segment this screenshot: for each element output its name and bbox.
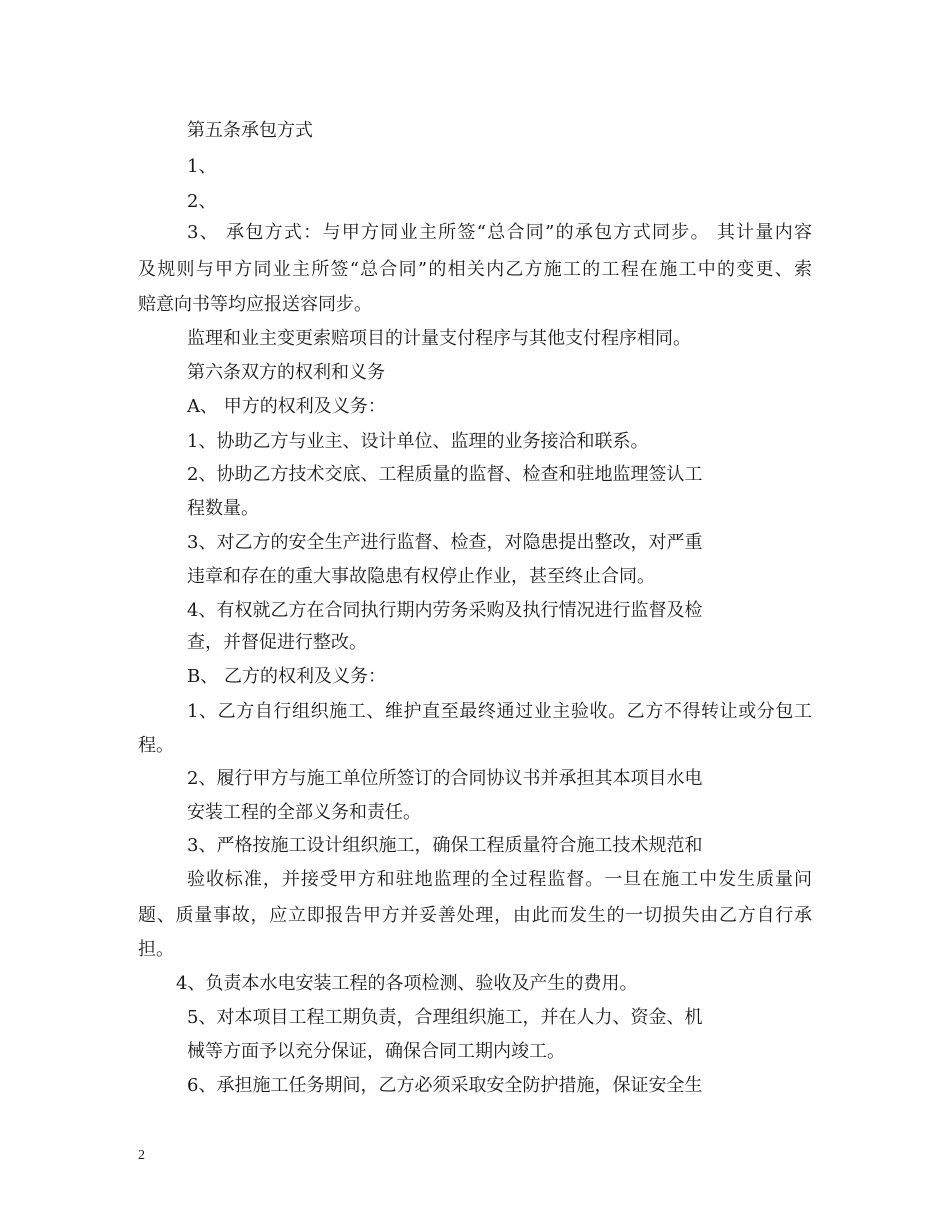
- page-number: 2: [138, 1148, 145, 1163]
- text-line: 3、对乙方的安全生产进行监督、检查，对隐患提出整改，对严重: [187, 532, 703, 553]
- text-line: 违章和存在的重大事故隐患有权停止作业，甚至终止合同。: [187, 566, 655, 587]
- text-line: 题、质量事故，应立即报告甲方并妥善处理，由此而发生的一切损失由乙方自行承: [138, 905, 812, 926]
- text-line: 查，并督促进行整改。: [187, 632, 367, 653]
- text-line: 2、协助乙方技术交底、工程质量的监督、检查和驻地监理签认工: [187, 464, 703, 485]
- text-line: 第六条双方的权利和义务: [187, 362, 385, 383]
- text-line: 验收标准，并接受甲方和驻地监理的全过程监督。一旦在施工中发生质量问: [187, 869, 812, 890]
- text-line: 担。: [138, 939, 174, 960]
- text-line: 械等方面予以充分保证，确保合同工期内竣工。: [187, 1041, 565, 1062]
- text-line: 2、: [187, 191, 217, 212]
- text-line: 赔意向书等均应报送容同步。: [138, 294, 372, 315]
- text-line: 安装工程的全部义务和责任。: [187, 802, 421, 823]
- text-line: A、 甲方的权利及义务：: [187, 396, 386, 417]
- text-line: 2、履行甲方与施工单位所签订的合同协议书并承担其本项目水电: [187, 768, 703, 789]
- text-line: 1、乙方自行组织施工、维护直至最终通过业主验收。乙方不得转让或分包工: [187, 701, 812, 722]
- text-line: 监理和业主变更索赔项目的计量支付程序与其他支付程序相同。: [187, 328, 691, 349]
- text-line: 1、协助乙方与业主、设计单位、监理的业务接洽和联系。: [187, 431, 649, 452]
- text-line: 1、: [187, 156, 217, 177]
- text-line: 5、对本项目工程工期负责，合理组织施工，并在人力、资金、机: [187, 1007, 703, 1028]
- text-line: 程数量。: [187, 498, 259, 519]
- text-line: 3、严格按施工设计组织施工，确保工程质量符合施工技术规范和: [187, 835, 703, 856]
- text-line: 4、负责本水电安装工程的各项检测、验收及产生的费用。: [176, 973, 638, 994]
- text-line: B、 乙方的权利及义务：: [187, 666, 386, 687]
- text-line: 6、承担施工任务期间，乙方必须采取安全防护措施，保证安全生: [187, 1075, 703, 1096]
- text-line: 3、 承包方式：与甲方同业主所签“总合同”的承包方式同步。 其计量内容: [187, 222, 812, 243]
- text-line: 及规则与甲方同业主所签“总合同”的相关内乙方施工的工程在施工中的变更、索: [138, 259, 812, 280]
- text-line: 第五条承包方式: [187, 120, 313, 141]
- text-line: 4、有权就乙方在合同执行期内劳务采购及执行情况进行监督及检: [187, 600, 703, 621]
- text-line: 程。: [138, 735, 174, 756]
